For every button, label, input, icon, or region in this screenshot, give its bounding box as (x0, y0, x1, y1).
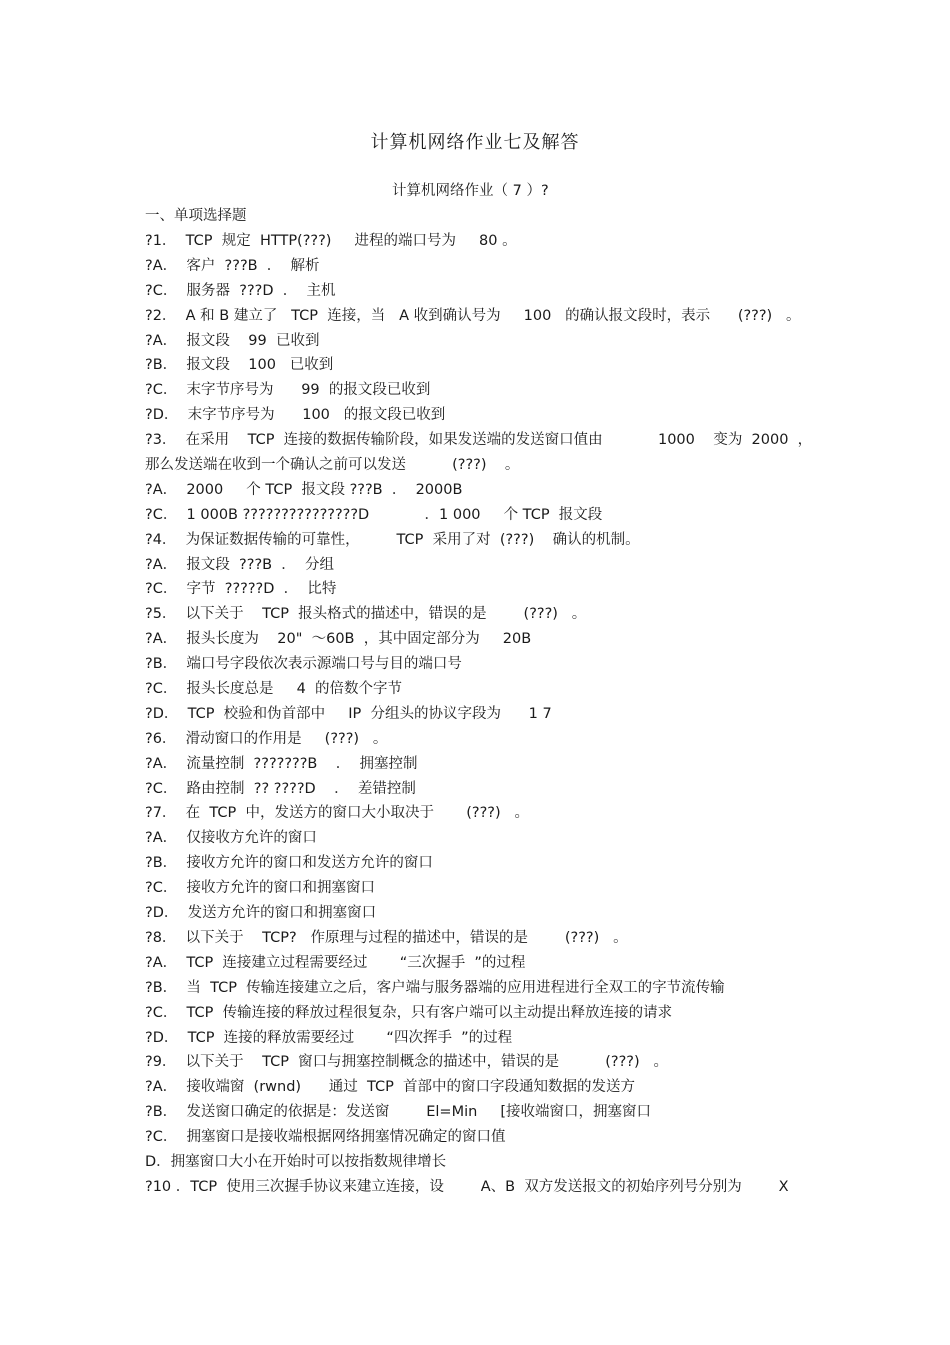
text-line: ?B． 接收方允许的窗口和发送方允许的窗口 (145, 855, 433, 872)
text-line: ?B． 报文段 100 已收到 (145, 357, 334, 374)
document-subtitle: 计算机网络作业（ 7 ）? (392, 183, 549, 199)
text-line: ?3． 在采用 TCP 连接的数据传输阶段，如果发送端的发送窗口值由 1000 变为 2000 ， (145, 432, 813, 449)
text-line: ?B． 端口号字段依次表示源端口号与目的端口号 (145, 656, 462, 673)
text-line: ?A． 流量控制 ???????B ． 拥塞控制 (145, 755, 418, 772)
text-line: ?A． 仅接收方允许的窗口 (145, 830, 317, 847)
text-line: ?D． 末字节序号为 100 的报文段已收到 (145, 407, 446, 424)
text-line: ?A． 报头长度为 20" ～60B ，其中固定部分为 20B (145, 631, 532, 648)
text-line: ?A． 接收端窗 (rwnd) 通过 TCP 首部中的窗口字段通知数据的发送方 (145, 1079, 636, 1096)
text-line: ?A． 报文段 99 已收到 (145, 332, 320, 349)
text-line: ?4． 为保证数据传输的可靠性， TCP 采用了对 (???) 确认的机制。 (145, 531, 640, 548)
text-line: ?2． A 和 B 建立了 TCP 连接，当 A 收到确认号为 100 的确认报文段时，表示 (???) 。 (145, 307, 801, 324)
text-line: ?C． 末字节序号为 99 的报文段已收到 (145, 382, 431, 399)
text-line: ?A． 2000 个 TCP 报文段 ???B ． 2000B (145, 481, 463, 498)
text-line: ?D． 发送方允许的窗口和拥塞窗口 (145, 905, 377, 922)
text-line: ?1． TCP 规定 HTTP(???) 进程的端口号为 80 。 (145, 233, 517, 249)
text-line: ?10 ．TCP 使用三次握手协议来建立连接，设 A、B 双方发送报文的初始序列号分别为 X (145, 1178, 789, 1195)
text-line: ?D． TCP 校验和伪首部中 IP 分组头的协议字段为 1 7 (145, 705, 552, 722)
text-line: ?A． 客户 ???B ． 解析 (145, 257, 320, 274)
text-line: ?6． 滑动窗口的作用是 (???) 。 (145, 730, 388, 747)
text-line: D．拥塞窗口大小在开始时可以按指数规律增长 (145, 1153, 447, 1170)
text-line: ?C． 1 000B ???????????????D ．1 000 个 TCP 报文段 (145, 506, 603, 523)
text-line: ?C． 路由控制 ?? ????D ． 差错控制 (145, 780, 416, 797)
text-line: ?D． TCP 连接的释放需要经过 “四次挥手 ”的过程 (145, 1029, 513, 1046)
document-title: 计算机网络作业七及解答 (370, 132, 580, 153)
text-line: ?A． 报文段 ???B ． 分组 (145, 556, 335, 573)
text-line: ?5． 以下关于 TCP 报头格式的描述中，错误的是 (???) 。 (145, 606, 587, 623)
text-line: ?C． 接收方允许的窗口和拥塞窗口 (145, 880, 376, 897)
text-line: ?C． TCP 传输连接的释放过程很复杂，只有客户端可以主动提出释放连接的请求 (145, 1004, 673, 1021)
section-heading: 一、单项选择题 (145, 208, 247, 224)
text-line: 那么发送端在收到一个确认之前可以发送 (???) 。 (145, 457, 520, 474)
text-line: ?C． 服务器 ???D ． 主机 (145, 282, 336, 299)
text-line: ?9． 以下关于 TCP 窗口与拥塞控制概念的描述中，错误的是 (???) 。 (145, 1054, 668, 1071)
text-line: ?8． 以下关于 TCP? 作原理与过程的描述中，错误的是 (???) 。 (145, 929, 628, 946)
text-line: ?B． 发送窗口确定的依据是：发送窗 El=Min [接收端窗口，拥塞窗口 (145, 1104, 652, 1121)
text-line: ?C． 报头长度总是 4 的倍数个字节 (145, 681, 403, 698)
question-list (145, 229, 815, 1200)
text-line: ?C． 拥塞窗口是接收端根据网络拥塞情况确定的窗口值 (145, 1129, 506, 1146)
text-line: ?B． 当 TCP 传输连接建立之后，客户端与服务器端的应用进程进行全双工的字节流传输 (145, 979, 725, 996)
text-line: ?C． 字节 ?????D ． 比特 (145, 581, 337, 598)
text-line: ?A． TCP 连接建立过程需要经过 “三次握手 ”的过程 (145, 954, 526, 971)
text-line: ?7． 在 TCP 中，发送方的窗口大小取决于 (???) 。 (145, 805, 529, 822)
